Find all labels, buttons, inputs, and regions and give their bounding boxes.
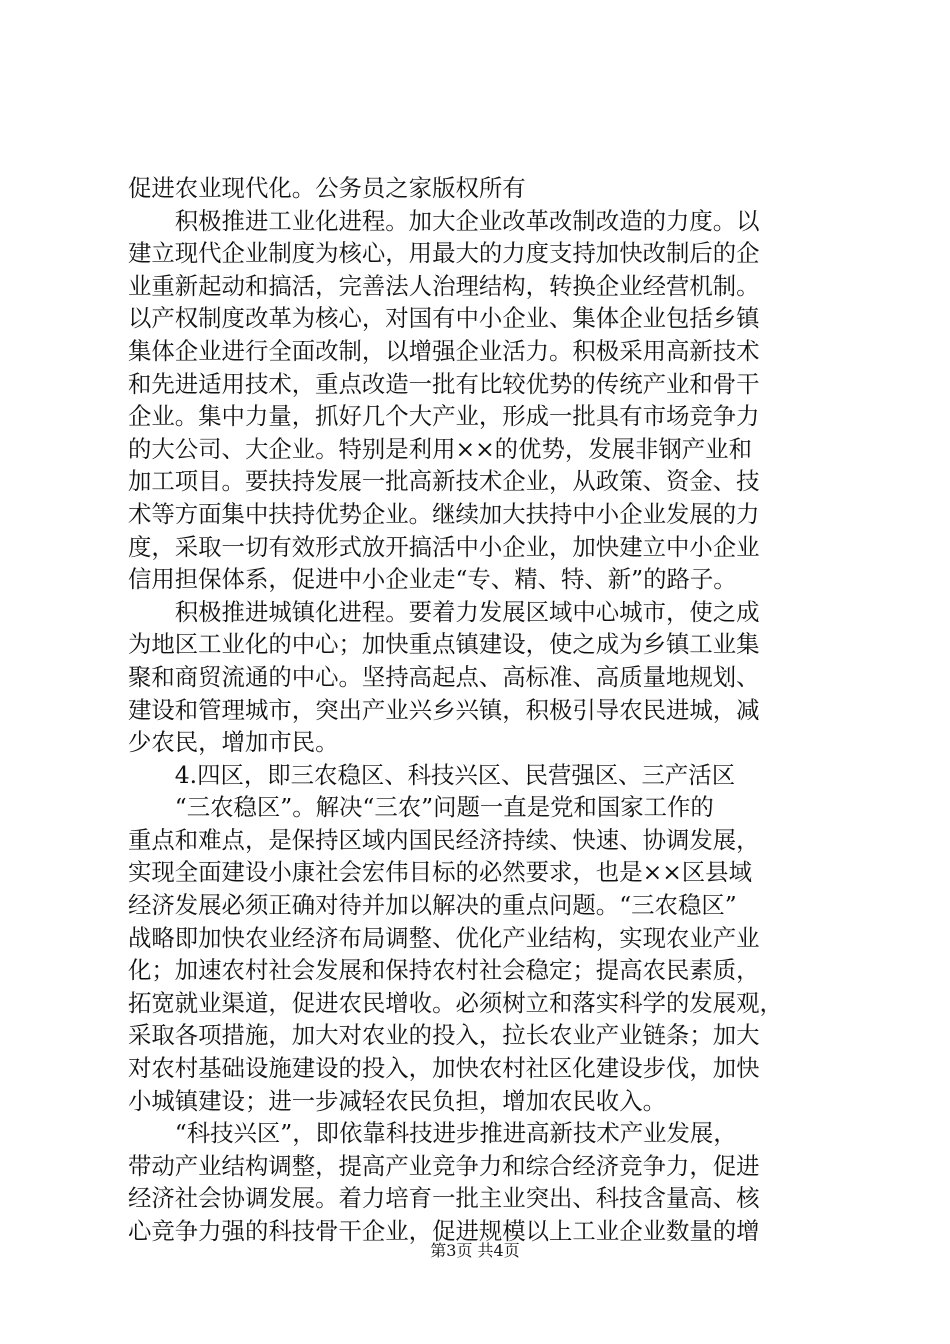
document-body: [128, 172, 840, 1248]
text-line: 4.四区，即三农稳区、科技兴区、民营强区、三产活区: [128, 760, 736, 789]
text-line: 战略即加快农业经济布局调整、优化产业结构，实现农业产业: [128, 923, 760, 952]
text-line: 采取各项措施，加大对农业的投入，拉长农业产业链条；加大: [128, 1021, 760, 1050]
text-line: 度，采取一切有效形式放开搞活中小企业，加快建立中小企业: [128, 532, 760, 561]
text-line: 和先进适用技术，重点改造一批有比较优势的传统产业和骨干: [128, 369, 760, 398]
text-line: 术等方面集中扶持优势企业。继续加大扶持中小企业发展的力: [128, 499, 760, 528]
text-line: 带动产业结构调整，提高产业竞争力和综合经济竞争力，促进: [128, 1151, 760, 1180]
text-line: 经济社会协调发展。着力培育一批主业突出、科技含量高、核: [128, 1184, 760, 1213]
text-line: 信用担保体系，促进中小企业走“专、精、特、新”的路子。: [128, 565, 737, 594]
text-line: 重点和难点，是保持区域内国民经济持续、快速、协调发展，: [128, 825, 760, 854]
page-footer: 第3页 共4页: [430, 1241, 520, 1260]
text-line: 为地区工业化的中心；加快重点镇建设，使之成为乡镇工业集: [128, 630, 760, 659]
text-line: 以产权制度改革为核心，对国有中小企业、集体企业包括乡镇: [128, 304, 760, 333]
text-line: “科技兴区”，即依靠科技进步推进高新技术产业发展，: [128, 1119, 737, 1148]
text-line: 加工项目。要扶持发展一批高新技术企业，从政策、资金、技: [128, 467, 760, 496]
text-line: 企业。集中力量，抓好几个大产业，形成一批具有市场竞争力: [128, 402, 760, 431]
text-line: 化；加速农村社会发展和保持农村社会稳定；提高农民素质，: [128, 956, 760, 985]
text-line: 的大公司、大企业。特别是利用××的优势，发展非钢产业和: [128, 434, 752, 463]
text-line: 积极推进工业化进程。加大企业改革改制改造的力度。以: [128, 206, 760, 235]
text-line: 集体企业进行全面改制，以增强企业活力。积极采用高新技术: [128, 336, 760, 365]
text-line: 促进农业现代化。公务员之家版权所有: [128, 174, 526, 202]
text-line: 建立现代企业制度为核心，用最大的力度支持加快改制后的企: [128, 239, 760, 268]
text-line: 小城镇建设；进一步减轻农民负担，增加农民收入。: [128, 1086, 666, 1115]
text-line: 聚和商贸流通的中心。坚持高起点、高标准、高质量地规划、: [128, 662, 760, 691]
text-line: 实现全面建设小康社会宏伟目标的必然要求，也是××区县域: [128, 858, 752, 887]
text-line: 积极推进城镇化进程。要着力发展区域中心城市，使之成: [128, 597, 760, 626]
text-line: 业重新起动和搞活，完善法人治理结构，转换企业经营机制。: [128, 271, 760, 300]
text-line: 少农民，增加市民。: [128, 728, 339, 757]
text-line: 对农村基础设施建设的投入，加快农村社区化建设步伐，加快: [128, 1054, 760, 1083]
text-line: 建设和管理城市，突出产业兴乡兴镇，积极引导农民进城，减: [128, 695, 760, 724]
text-line: 拓宽就业渠道，促进农民增收。必须树立和落实科学的发展观，: [128, 988, 783, 1017]
text-line: 经济发展必须正确对待并加以解决的重点问题。“三农稳区”: [128, 891, 737, 920]
text-line: 心竞争力强的科技骨干企业，促进规模以上工业企业数量的增: [128, 1217, 760, 1245]
text-line: “三农稳区”。解决“三农”问题一直是党和国家工作的: [128, 793, 714, 822]
